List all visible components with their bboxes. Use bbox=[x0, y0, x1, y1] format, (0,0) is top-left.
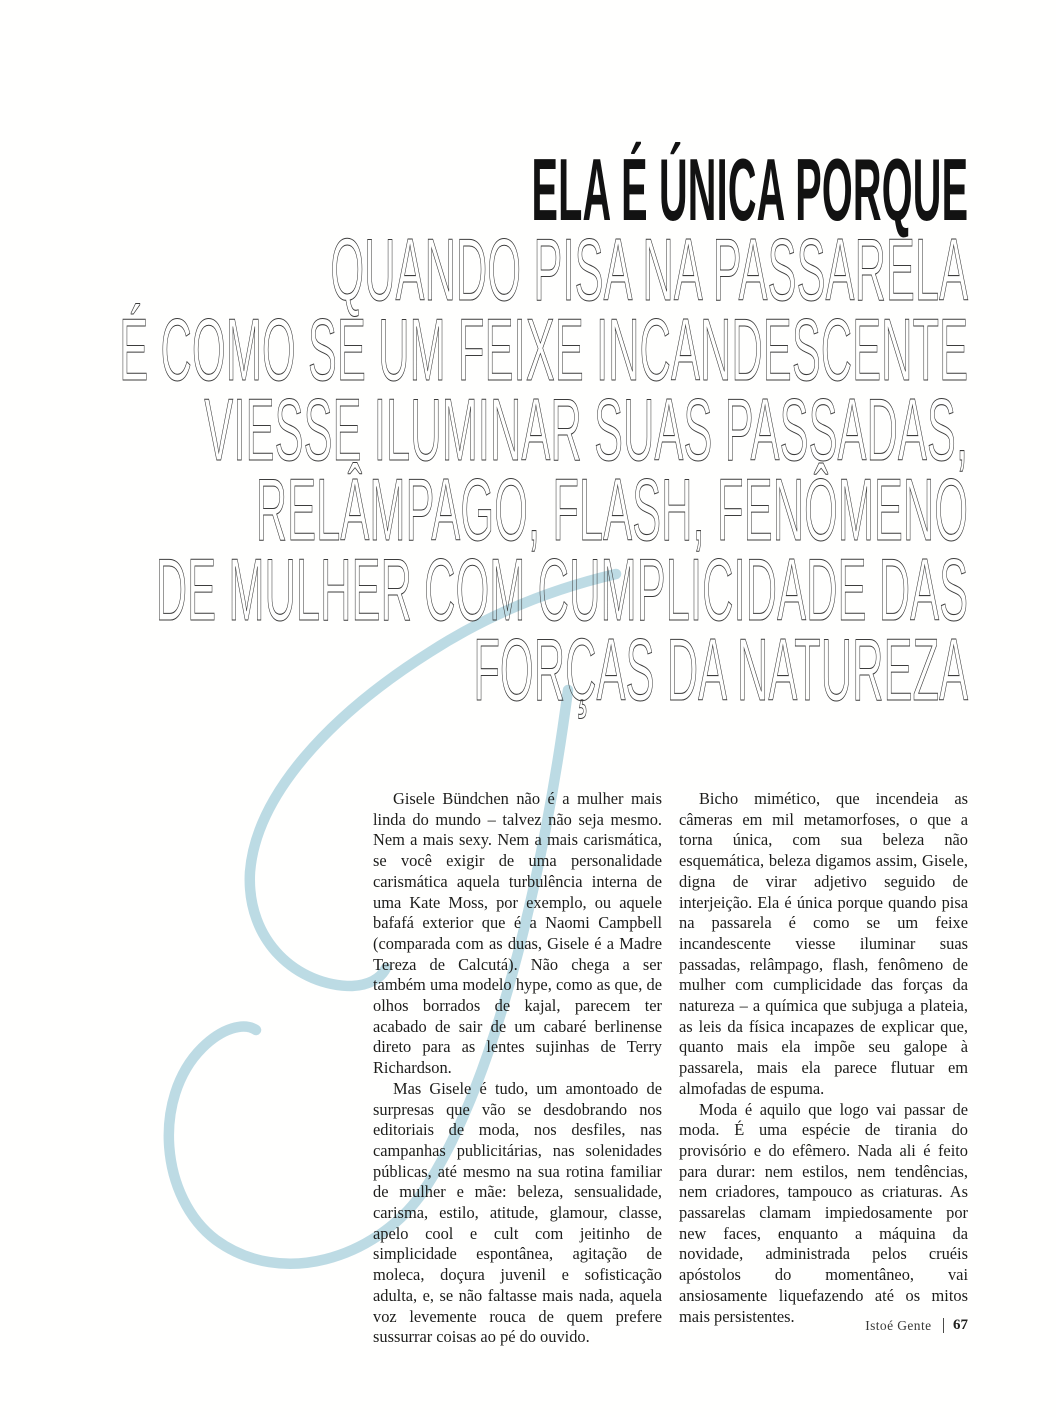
headline-line-6: DE MULHER COM CUMPLICIDADE DAS bbox=[155, 540, 968, 639]
headline bbox=[0, 140, 968, 719]
footer-divider bbox=[943, 1318, 945, 1333]
headline-line-2: QUANDO PISA NA PASSARELA bbox=[330, 220, 968, 319]
headline-line-3: É COMO SE UM FEIXE INCANDESCENTE bbox=[119, 300, 968, 399]
headline-line-7: FORÇAS DA NATUREZA bbox=[473, 620, 968, 719]
paragraph: Bicho mimético, que incendeia as câmeras em mil metamorfoses, o que a torna única, com sua beleza não esquemática, beleza digamos assim, Gisele, digna de virar adjetivo seguido de interjeição. Ela é única porque quando pisa na passarela é como se um feixe incandescente viesse iluminar suas passadas, relâmpago, flash, fenômeno de mulher com cumplicidade das forças da natureza – a química que subjuga a plateia, as leis da física incapazes de explicar que, quanto mais ela impõe seu galope à passarela, mais ela parece flutuar em almofadas de espuma. bbox=[679, 789, 968, 1098]
headline-line-1: ELA É ÚNICA PORQUE bbox=[531, 140, 968, 239]
paragraph: Gisele Bündchen não é a mulher mais linda do mundo – talvez não seja mesmo. Nem a mais sexy. Nem a mais carismática, se você exigir de uma personalidade carismática aquela turbulência interna de uma Kate Moss, por exemplo, ou aquele bafafá exterior que é a Naomi Campbell (comparada com as duas, Gisele é a Madre Tereza de Calcutá). Não chega a ser também uma modelo hype, como as que, de olhos borrados de kajal, parecem ter acabado de sair de um cabaré berlinense direto para as lentes sujinhas de Terry Richardson. bbox=[373, 789, 662, 1078]
page-footer bbox=[865, 1317, 968, 1334]
headline-line-4: VIESSE ILUMINAR SUAS PASSADAS, bbox=[204, 380, 968, 479]
paragraph: Moda é aquilo que logo vai passar de moda. É uma espécie de tirania do provisório e do efêmero. Nada ali é feito para durar: nem estilos, nem tendências, nem criadores, tampouco as criaturas. As passarelas clamam impiedosamente por new faces, enquanto a máquina da novidade, administrada pelos cruéis apóstolos do momentâneo, vai ansiosamente liquefazendo até os mitos mais persistentes. bbox=[679, 1099, 968, 1326]
publication-name: Istoé Gente bbox=[865, 1317, 932, 1333]
article-column-right bbox=[679, 789, 968, 1327]
article-column-left bbox=[373, 789, 662, 1348]
paragraph: Mas Gisele é tudo, um amontoado de surpresas que vão se desdobrando nos editoriais de moda, nos desfiles, nas campanhas publicitárias, nas solenidades públicas, até mesmo na sua rotina familiar de mulher e mãe: beleza, sensualidade, carisma, estilo, atitude, glamour, classe, apelo cool e cult com jeitinho de simplicidade espontânea, agitação de moleca, doçura juvenil e sofisticação adulta, e, se não faltasse mais nada, aquela voz levemente rouca de quem prefere sussurrar coisas ao pé do ouvido. bbox=[373, 1078, 662, 1347]
page-number: 67 bbox=[953, 1317, 968, 1333]
headline-line-5: RELÂMPAGO, FLASH, FENÔMENO bbox=[255, 460, 968, 559]
